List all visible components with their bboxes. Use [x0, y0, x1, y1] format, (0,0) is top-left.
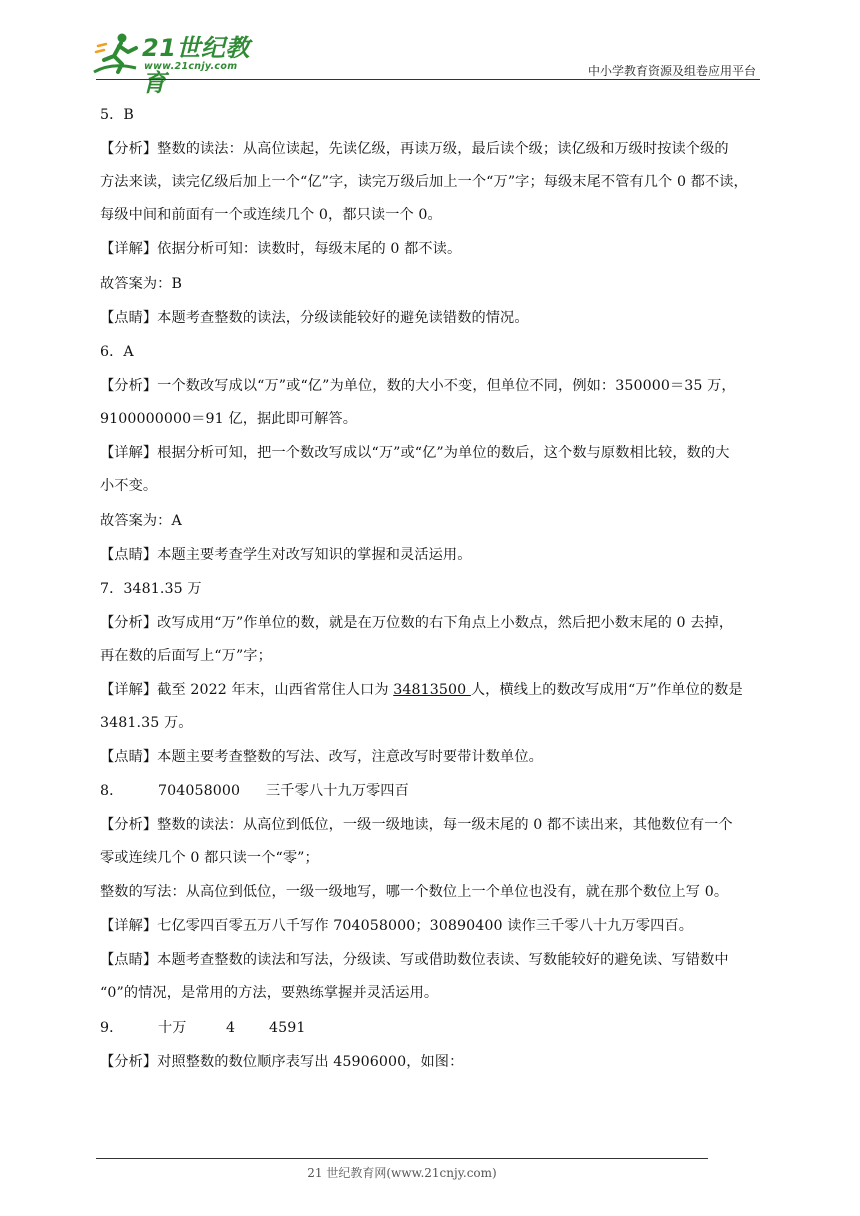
- answer-line: 【详解】根据分析可知，把一个数改写成以“万”或“亿”为单位的数后，这个数与原数相比较，数的大: [100, 445, 730, 461]
- runner-logo-icon: [92, 32, 142, 76]
- answer-line: 方法来读，读完亿级后加上一个“亿”字，读完万级后加上一个“万”字；每级末尾不管有几个 0 都不读，: [100, 174, 748, 190]
- answer-line: 6．A: [100, 344, 134, 360]
- answer-line: 【分析】一个数改写成以“万”或“亿”为单位，数的大小不变，但单位不同，例如：350000＝35 万，: [100, 378, 736, 394]
- header-divider: [96, 79, 760, 80]
- logo-text: 21世纪教育: [142, 34, 250, 97]
- question-number: 8．: [100, 783, 124, 799]
- answer-line: 故答案为：B: [100, 276, 182, 292]
- answer-line: 【分析】整数的读法：从高位到低位，一级一级地读，每一级末尾的 0 都不读出来，其他数位有一个: [100, 817, 733, 833]
- answer-line: 【详解】七亿零四百零五万八千写作 704058000；30890400 读作三千零八十九万零四百。: [100, 918, 693, 934]
- answer-line: 故答案为：A: [100, 513, 182, 529]
- answer-line: 【详解】依据分析可知：读数时，每级末尾的 0 都不读。: [100, 241, 462, 257]
- answer-line: 【点睛】本题考查整数的读法和写法，分级读、写或借助数位表读、写数能较好的避免读、写错数中: [100, 952, 729, 968]
- answer-line: [100, 781, 764, 801]
- answer-blank: 704058000: [158, 783, 241, 799]
- answer-line: 【分析】改写成用“万”作单位的数，就是在万位数的右下角点上小数点，然后把小数末尾的 0 去掉，: [100, 615, 734, 631]
- logo-url: www.21cnjy.com: [144, 61, 238, 72]
- page-footer: 21 世纪教育网(www.21cnjy.com): [307, 1166, 497, 1180]
- answer-line: 每级中间和前面有一个或连续几个 0，都只读一个 0。: [100, 207, 442, 223]
- answer-line: 【点睛】本题主要考查整数的写法、改写，注意改写时要带计数单位。: [100, 749, 543, 765]
- platform-title: 中小学教育资源及组卷应用平台: [587, 64, 756, 78]
- answer-line: 小不变。: [100, 478, 158, 494]
- answer-line: 【分析】对照整数的数位顺序表写出 45906000，如图：: [100, 1054, 464, 1070]
- answer-line: 零或连续几个 0 都只读一个“零”；: [100, 850, 319, 866]
- answer-line: 3481.35 万。: [100, 715, 193, 731]
- answer-line: [100, 1018, 764, 1038]
- answer-line: 【点睛】本题主要考查学生对改写知识的掌握和灵活运用。: [100, 547, 472, 563]
- answer-line: 【分析】整数的读法：从高位读起，先读亿级，再读万级，最后读个级；读亿级和万级时按读个级的: [100, 141, 729, 157]
- underlined-number: 34813500: [393, 682, 471, 698]
- answer-blank: 4591: [269, 1020, 306, 1036]
- answer-line: 7．3481.35 万: [100, 581, 202, 597]
- answer-line: 9100000000＝91 亿，据此即可解答。: [100, 411, 358, 427]
- answer-blank: 三千零八十九万零四百: [266, 783, 409, 799]
- answer-line: 整数的写法：从高位到低位，一级一级地写，哪一个数位上一个单位也没有，就在那个数位上写 0。: [100, 884, 729, 900]
- question-number: 9．: [100, 1020, 124, 1036]
- answer-line: “0”的情况，是常用的方法，要熟练掌握并灵活运用。: [100, 985, 439, 1001]
- site-logo: [92, 28, 272, 97]
- answer-blank: 十万: [158, 1020, 187, 1036]
- footer-divider: [96, 1158, 708, 1159]
- page-header: [0, 0, 860, 97]
- answer-line: [100, 680, 764, 700]
- line-text: 【详解】截至 2022 年末，山西省常住人口为: [100, 682, 394, 698]
- answer-line: 5．B: [100, 107, 134, 123]
- answer-line: 【点睛】本题考查整数的读法，分级读能较好的避免读错数的情况。: [100, 310, 529, 326]
- answer-line: 再在数的后面写上“万”字；: [100, 648, 272, 664]
- line-text: 人，横线上的数改写成用“万”作单位的数是: [470, 682, 743, 698]
- answer-blank: 4: [226, 1020, 236, 1036]
